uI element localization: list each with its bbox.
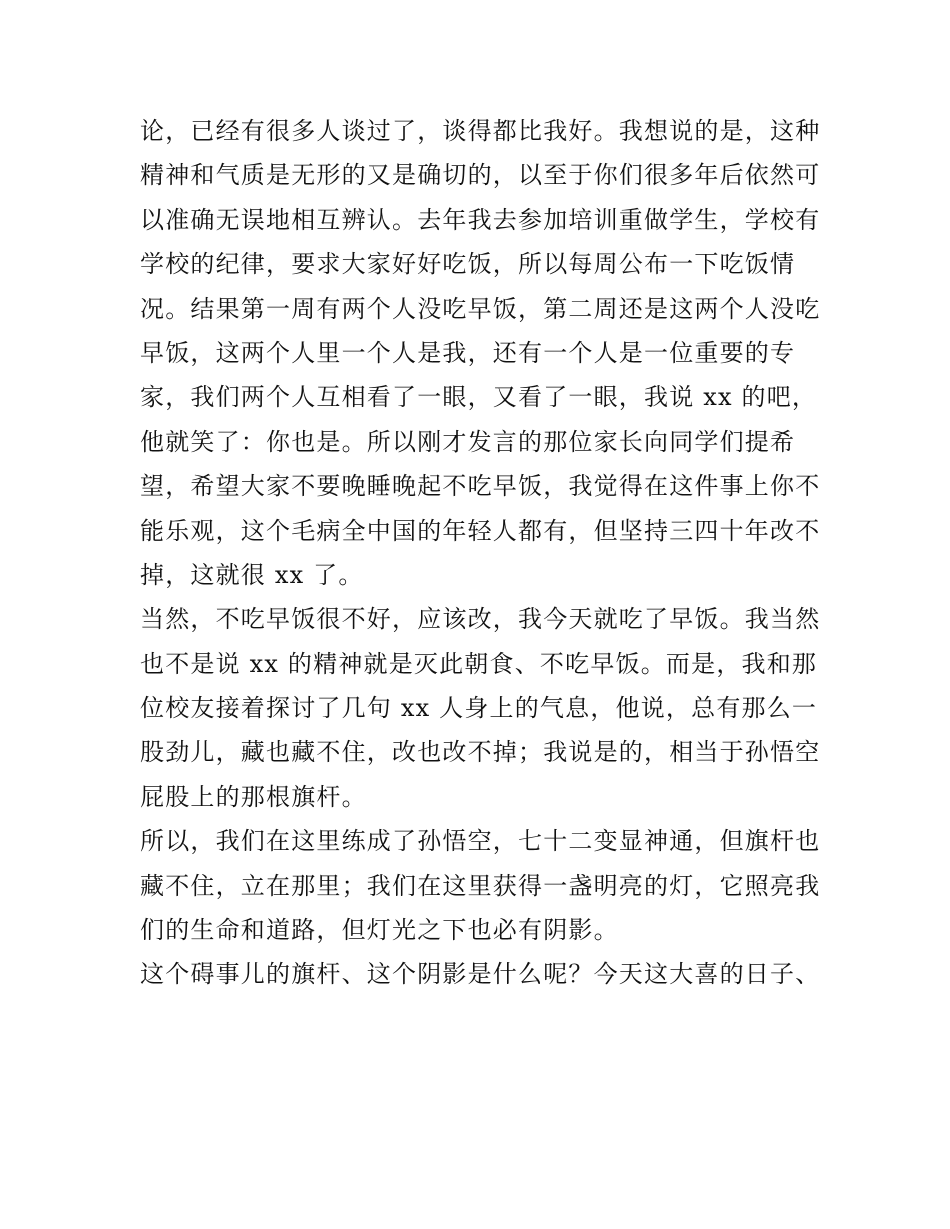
text-line: 家，我们两个人互相看了一眼，又看了一眼，我说 xx 的吧， bbox=[140, 383, 818, 412]
text-line: 早饭，这两个人里一个人是我，还有一个人是一位重要的专 bbox=[140, 338, 796, 367]
text-line: 也不是说 xx 的精神就是灭此朝食、不吃早饭。而是，我和那 bbox=[140, 649, 818, 678]
text-line: 所以，我们在这里练成了孙悟空，七十二变显神通，但旗杆也 bbox=[140, 827, 821, 856]
text-line: 论，已经有很多人谈过了，谈得都比我好。我想说的是，这种 bbox=[140, 117, 821, 145]
text-line: 他就笑了：你也是。所以刚才发言的那位家长向同学们提希 bbox=[140, 427, 796, 456]
text-line: 当然，不吃早饭很不好，应该改，我今天就吃了早饭。我当然 bbox=[140, 605, 821, 634]
text-line: 能乐观，这个毛病全中国的年轻人都有，但坚持三四十年改不 bbox=[140, 516, 821, 545]
text-line: 股劲儿，藏也藏不住，改也改不掉；我说是的，相当于孙悟空 bbox=[140, 738, 821, 767]
text-line: 学校的纪律，要求大家好好吃饭，所以每周公布一下吃饭情 bbox=[140, 250, 796, 279]
text-line: 屁股上的那根旗杆。 bbox=[140, 782, 367, 811]
text-line: 精神和气质是无形的又是确切的，以至于你们很多年后依然可 bbox=[140, 161, 821, 190]
text-line: 望，希望大家不要晚睡晚起不吃早饭，我觉得在这件事上你不 bbox=[140, 472, 821, 501]
text-line: 掉，这就很 xx 了。 bbox=[140, 560, 364, 589]
text-line: 以准确无误地相互辨认。去年我去参加培训重做学生，学校有 bbox=[140, 205, 821, 234]
text-line: 况。结果第一周有两个人没吃早饭，第二周还是这两个人没吃 bbox=[140, 294, 821, 323]
text-line: 藏不住，立在那里；我们在这里获得一盏明亮的灯，它照亮我 bbox=[140, 871, 821, 900]
text-line: 这个碍事儿的旗杆、这个阴影是什么呢？今天这大喜的日子、 bbox=[140, 960, 821, 989]
text-line: 位校友接着探讨了几句 xx 人身上的气息，他说，总有那么一 bbox=[140, 694, 818, 723]
body-text bbox=[140, 109, 820, 997]
text-line: 们的生命和道路，但灯光之下也必有阴影。 bbox=[140, 916, 619, 945]
